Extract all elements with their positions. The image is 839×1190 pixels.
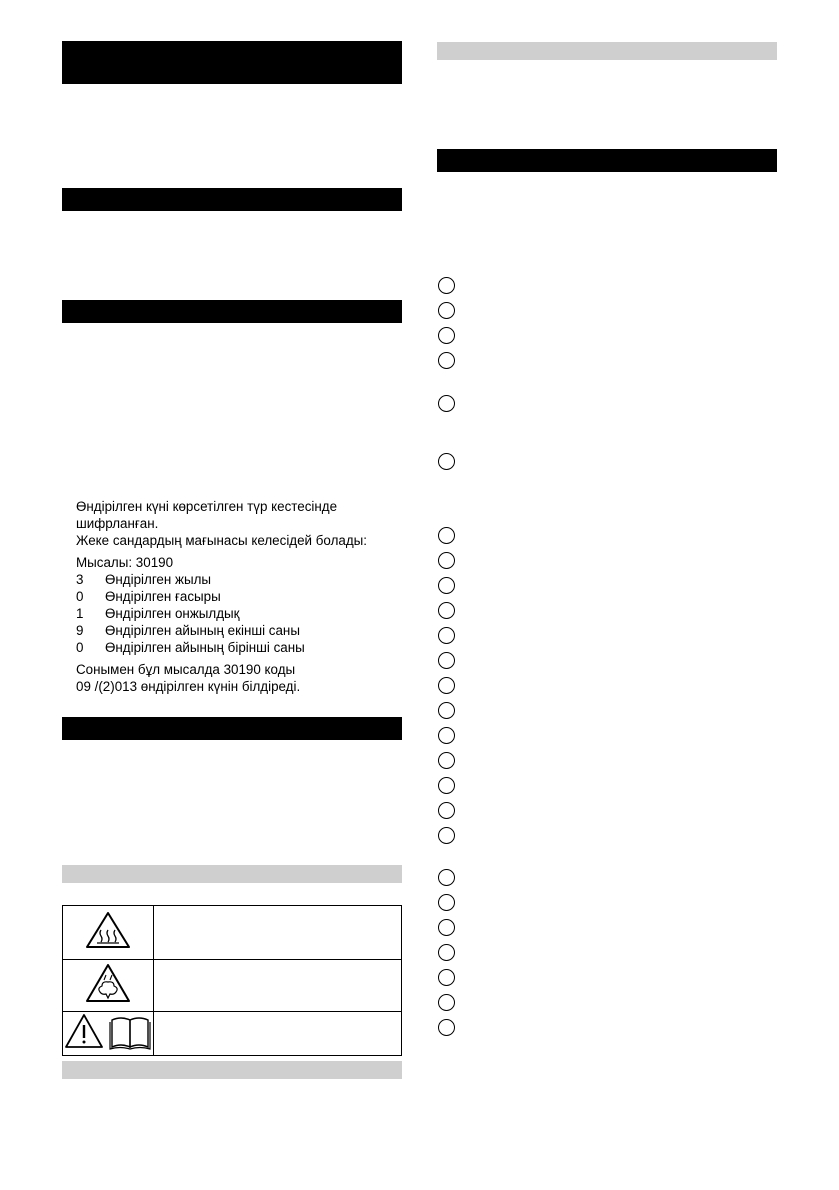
item-number-circle: [438, 627, 455, 644]
production-code-example: Мысалы: 30190: [76, 555, 174, 570]
item-number-circle: [438, 552, 455, 569]
item-number-circle: [438, 969, 455, 986]
symbol-row: [63, 906, 402, 960]
code-digit: 1: [76, 606, 84, 621]
item-number-circle: [438, 652, 455, 669]
item-number-circle: [438, 777, 455, 794]
production-code-intro-2: шифрланған.: [76, 516, 159, 531]
read-manual-warning-icon: [64, 1012, 152, 1050]
item-number-circle: [438, 352, 455, 369]
item-number-circle: [438, 327, 455, 344]
section-header-bar-5: [437, 149, 777, 172]
symbol-row: [63, 960, 402, 1012]
symbols-table: [62, 905, 402, 1056]
code-digit-row: [76, 588, 406, 605]
symbol-description: [153, 906, 401, 960]
item-number-circle: [438, 1019, 455, 1036]
item-number-circle: [438, 702, 455, 719]
item-number-circle: [438, 577, 455, 594]
hot-surface-warning-icon: [84, 910, 132, 950]
item-number-circle: [438, 302, 455, 319]
subsection-header-bar-2: [62, 1061, 402, 1079]
code-digit-row: [76, 605, 406, 622]
code-digit-meaning: Өндірілген онжылдық: [105, 606, 240, 621]
symbol-row: [63, 1012, 402, 1056]
code-digit-row: [76, 622, 406, 639]
section-header-bar-3: [62, 300, 402, 323]
production-code-conclusion-1: Сонымен бұл мысалда 30190 коды: [76, 662, 296, 677]
item-number-circle: [438, 752, 455, 769]
item-number-circle: [438, 827, 455, 844]
item-number-circle: [438, 527, 455, 544]
code-digit: 0: [76, 640, 84, 655]
steam-warning-icon: [84, 962, 132, 1004]
subsection-header-bar-1: [62, 865, 402, 883]
code-digit-row: [76, 639, 406, 656]
code-digit-meaning: Өндірілген айының екінші саны: [105, 623, 300, 638]
item-number-circle: [438, 994, 455, 1011]
section-header-bar-1: [62, 41, 402, 84]
item-number-circle: [438, 919, 455, 936]
section-header-bar-2: [62, 188, 402, 211]
subsection-header-bar-3: [437, 42, 777, 60]
item-number-circle: [438, 944, 455, 961]
symbol-icon-cell: [63, 1012, 154, 1056]
item-number-circle: [438, 727, 455, 744]
production-code-intro-1: Өндірілген күні көрсетілген түр кестесінде: [76, 499, 338, 514]
item-number-circle: [438, 802, 455, 819]
code-digit: 3: [76, 572, 84, 587]
item-number-circle: [438, 677, 455, 694]
section-header-bar-4: [62, 717, 402, 740]
symbol-icon-cell: [63, 906, 154, 960]
symbol-icon-cell: [63, 960, 154, 1012]
item-number-circle: [438, 869, 455, 886]
symbol-description: [153, 1012, 401, 1056]
item-number-circle: [438, 395, 455, 412]
production-code-intro-3: Жеке сандардың мағынасы келесідей болады:: [76, 533, 368, 548]
code-digit-meaning: Өндірілген айының бірінші саны: [105, 640, 305, 655]
item-number-circle: [438, 602, 455, 619]
production-code-conclusion-2: 09 /(2)013 өндірілген күнін білдіреді.: [76, 679, 301, 694]
item-number-circle: [438, 894, 455, 911]
symbol-description: [153, 960, 401, 1012]
code-digit-meaning: Өндірілген ғасыры: [105, 589, 221, 604]
code-digit-meaning: Өндірілген жылы: [105, 572, 212, 587]
production-code-block: [76, 498, 406, 695]
code-digit: 9: [76, 623, 84, 638]
code-digit-row: [76, 571, 406, 588]
code-digit: 0: [76, 589, 84, 604]
item-number-circle: [438, 453, 455, 470]
item-number-circle: [438, 277, 455, 294]
